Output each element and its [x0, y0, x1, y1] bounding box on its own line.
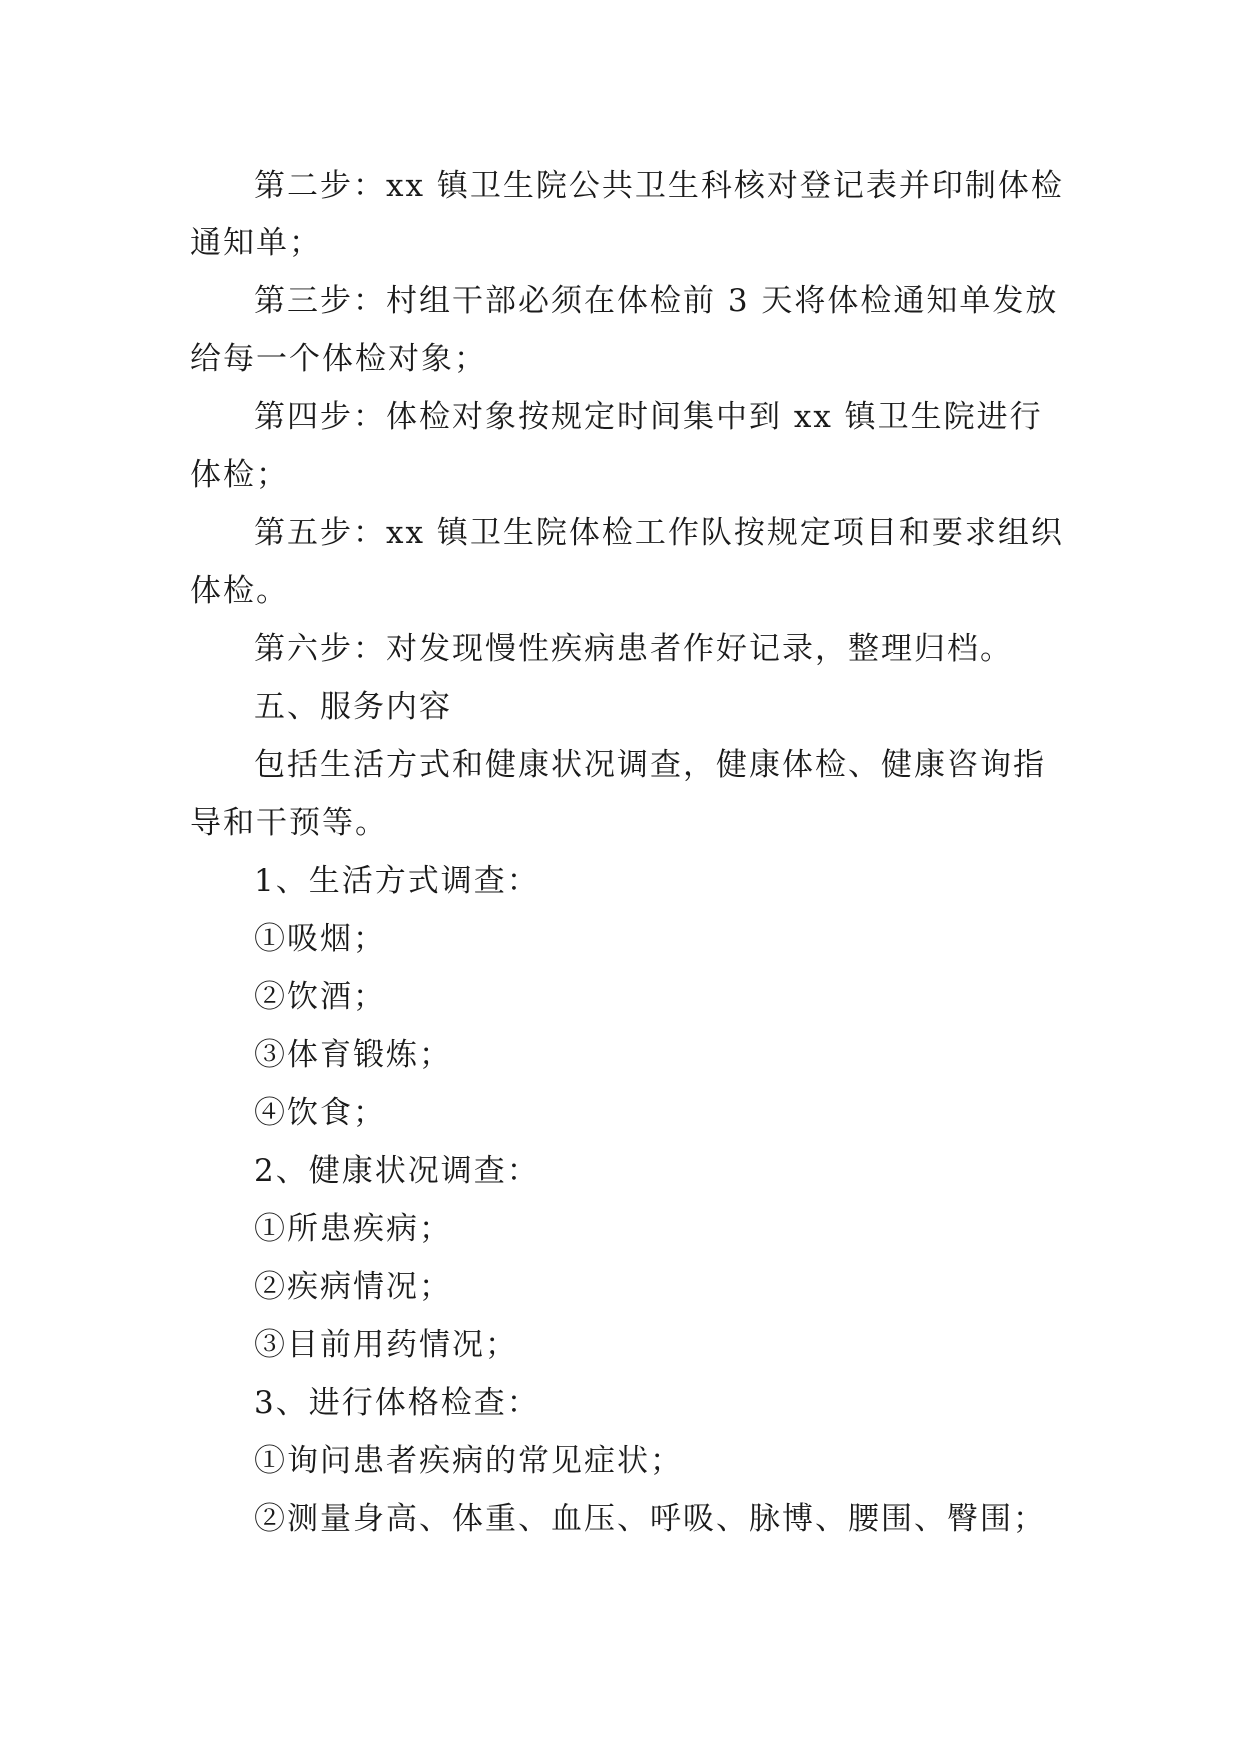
text-line-step-6: 第六步：对发现慢性疾病患者作好记录，整理归档。: [254, 631, 1013, 667]
text-line-step-2-cont: 通知单；: [190, 225, 322, 261]
list-heading-health-status: 2、健康状况调查：: [254, 1153, 540, 1189]
list-item: ③目前用药情况；: [254, 1327, 518, 1363]
text-line-service-intro: 包括生活方式和健康状况调查，健康体检、健康咨询指: [254, 747, 1046, 783]
text-line-service-intro-cont: 导和干预等。: [190, 805, 388, 841]
list-item: ②饮酒；: [254, 979, 386, 1015]
list-item: ①询问患者疾病的常见症状；: [254, 1443, 683, 1479]
text-line-step-4-cont: 体检；: [190, 457, 289, 493]
list-heading-lifestyle: 1、生活方式调查：: [254, 863, 540, 899]
text-line-step-3-cont: 给每一个体检对象；: [190, 341, 487, 377]
text-line-step-5-cont: 体检。: [190, 573, 289, 609]
list-item: ③体育锻炼；: [254, 1037, 452, 1073]
section-heading: 五、服务内容: [254, 689, 452, 725]
list-item: ②疾病情况；: [254, 1269, 452, 1305]
text-line-step-4: 第四步：体检对象按规定时间集中到 xx 镇卫生院进行: [254, 399, 1043, 435]
list-heading-physical-exam: 3、进行体格检查：: [254, 1385, 540, 1421]
text-line-step-5: 第五步：xx 镇卫生院体检工作队按规定项目和要求组织: [254, 515, 1064, 551]
list-item: ①吸烟；: [254, 921, 386, 957]
list-item: ①所患疾病；: [254, 1211, 452, 1247]
text-line-step-2: 第二步：xx 镇卫生院公共卫生科核对登记表并印制体检: [254, 168, 1064, 204]
list-item: ④饮食；: [254, 1095, 386, 1131]
list-item: ②测量身高、体重、血压、呼吸、脉博、腰围、臀围；: [254, 1501, 1046, 1537]
text-line-step-3: 第三步：村组干部必须在体检前 3 天将体检通知单发放: [254, 283, 1059, 319]
